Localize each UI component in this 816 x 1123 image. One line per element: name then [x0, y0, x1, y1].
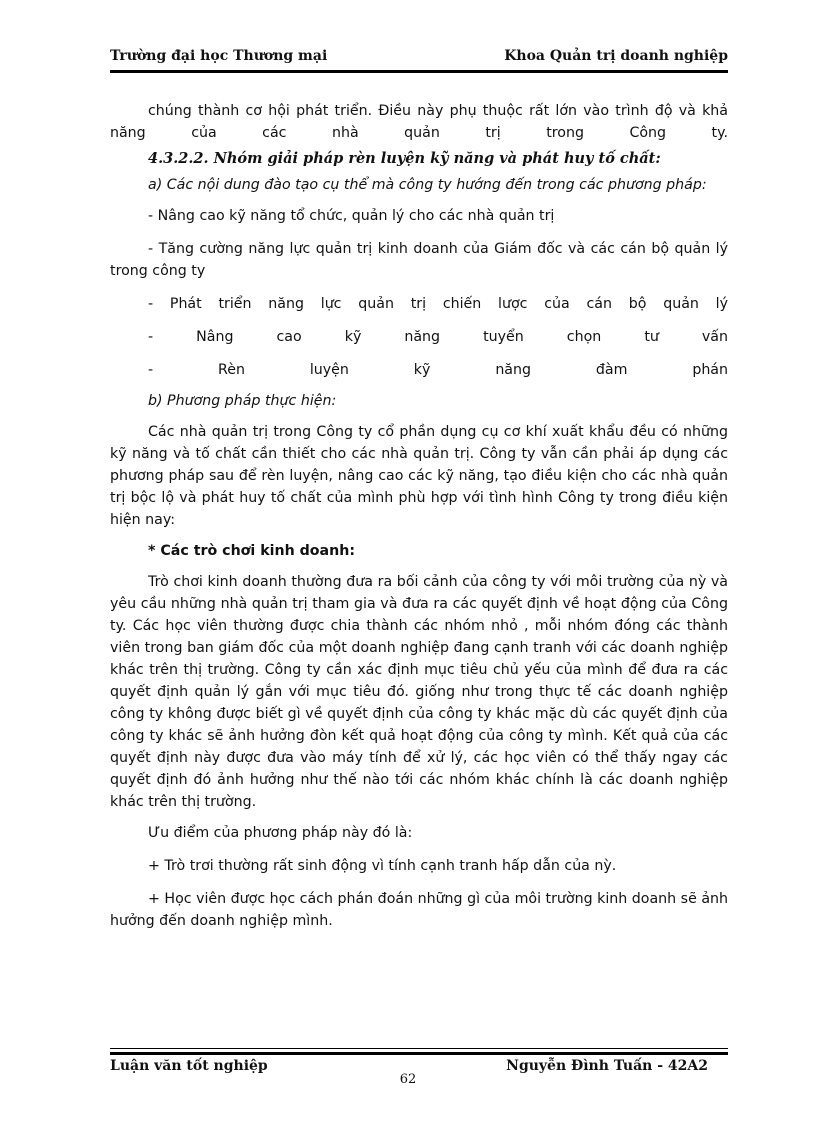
footer-rule-thick: [110, 1052, 728, 1055]
list-item: - Rèn luyện kỹ năng đàm phán: [148, 362, 728, 378]
subheading-a: a) Các nội dung đào tạo cụ thể mà công ty hướng đến trong các phương pháp:: [148, 177, 707, 193]
header-rule: [110, 70, 728, 73]
subheading-b: b) Phương pháp thực hiện:: [148, 393, 337, 409]
section-heading: 4.3.2.2. Nhóm giải pháp rèn luyện kỹ năng và phát huy tố chất:: [148, 150, 661, 167]
list-item: - Phát triển năng lực quản trị chiến lược của cán bộ quản lý: [148, 296, 728, 312]
footer-rule-thin: [110, 1048, 728, 1049]
header-faculty: Khoa Quản trị doanh nghiệp: [504, 48, 728, 64]
page-body: [110, 100, 728, 932]
page-header: [110, 48, 728, 68]
paragraph-intro: chúng thành cơ hội phát triển. Điều này phụ thuộc rất lớn vào trình độ và khả năng của các nhà quản trị trong Công ty.: [110, 103, 728, 141]
paragraph-advantages: Ưu điểm của phương pháp này đó là:: [148, 825, 413, 841]
list-item: - Tăng cường năng lực quản trị kinh doanh của Giám đốc và các cán bộ quản lý trong công ty: [110, 241, 728, 279]
business-games-heading: * Các trò chơi kinh doanh:: [148, 543, 356, 559]
advantage-item: + Trò trơi thường rất sinh động vì tính cạnh tranh hấp dẫn của nỳ.: [148, 858, 617, 874]
paragraph-methods: Các nhà quản trị trong Công ty cổ phần dụng cụ cơ khí xuất khẩu đều có những kỹ năng và tố chất cần thiết cho các nhà quản trị. Công ty vẫn cần phải áp dụng các phương pháp sau để rèn luyện, nâng cao các kỹ năng, tạo điều kiện cho các nhà quản trị bộc lộ và phát huy tố chất của mình phù hợp với tình hình Công ty trong điều kiện hiện nay:: [110, 424, 728, 528]
footer-author: Nguyễn Đình Tuấn - 42A2: [506, 1058, 708, 1074]
page-number: 62: [399, 1072, 417, 1087]
advantage-item: + Học viên được học cách phán đoán những gì của môi trường kinh doanh sẽ ảnh hưởng đến doanh nghiệp mình.: [110, 891, 728, 929]
paragraph-business-games: Trò chơi kinh doanh thường đưa ra bối cảnh của công ty với môi trường của nỳ và yêu cầu những nhà quản trị tham gia và đưa ra các quyết định về hoạt động của Công ty. Các học viên thường được chia thành các nhóm nhỏ , mỗi nhóm đóng các thành viên trong ban giám đốc của một doanh nghiệp đang cạnh tranh với các doanh nghiệp khác trên thị trường. Công ty cần xác định mục tiêu chủ yếu của mình để đưa ra các quyết định quản lý gắn với mục tiêu đó. giống như trong thực tế các doanh nghiệp công ty không được biết gì về quyết định của công ty khác mặc dù các quyết định của công ty khác sẽ ảnh hưởng đòn kết quả hoạt động của công ty mình. Kết quả của các quyết định này được đưa vào máy tính để xử lý, các học viên có thể thấy ngay các quyết định đó ảnh hưởng như thế nào tới các nhóm khác chính là các doanh nghiệp khác trên thị trường.: [110, 574, 728, 810]
header-university: Trường đại học Thương mại: [110, 48, 328, 64]
list-item: - Nâng cao kỹ năng tổ chức, quản lý cho các nhà quản trị: [148, 208, 555, 224]
list-item: - Nâng cao kỹ năng tuyển chọn tư vấn: [148, 329, 728, 345]
footer-thesis-label: Luận văn tốt nghiệp: [110, 1058, 268, 1074]
